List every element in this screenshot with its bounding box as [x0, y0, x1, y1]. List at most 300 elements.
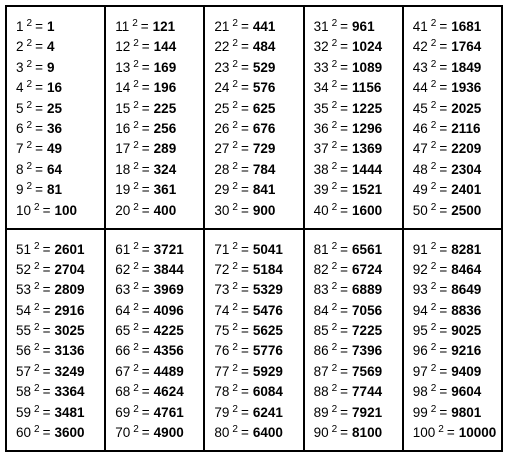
entry-base: 83	[313, 282, 329, 298]
entry-base: 90	[313, 425, 329, 441]
equals-sign: =	[35, 120, 43, 136]
entry-exponent: 2	[34, 201, 40, 213]
square-entry	[413, 341, 501, 361]
equals-sign: =	[446, 425, 455, 441]
entry-result: 7569	[352, 363, 383, 379]
entry-base: 32	[313, 39, 329, 55]
equals-sign: =	[240, 363, 249, 379]
entry-result: 81	[46, 182, 62, 198]
equals-sign: =	[439, 182, 448, 198]
equals-sign: =	[240, 39, 249, 55]
entry-exponent: 2	[26, 160, 33, 172]
entry-base: 36	[313, 120, 329, 136]
entry-result: 3249	[54, 363, 85, 379]
square-entry	[314, 362, 402, 382]
equals-sign: =	[141, 161, 150, 177]
entry-result: 4096	[153, 302, 184, 318]
entry-result: 841	[252, 182, 276, 198]
equals-sign: =	[141, 343, 150, 359]
entry-exponent: 2	[133, 424, 139, 436]
entry-exponent: 2	[232, 260, 238, 272]
entry-exponent: 2	[331, 403, 338, 415]
entry-result: 3600	[54, 425, 85, 441]
square-entry	[314, 341, 402, 361]
equals-sign: =	[141, 182, 150, 198]
entry-base: 55	[16, 323, 32, 339]
entry-exponent: 2	[430, 201, 437, 213]
equals-sign: =	[439, 302, 448, 318]
equals-sign: =	[340, 261, 349, 277]
equals-sign: =	[141, 59, 150, 75]
equals-sign: =	[35, 161, 43, 177]
square-entry	[413, 423, 501, 443]
square-entry	[413, 201, 501, 221]
equals-sign: =	[35, 141, 43, 157]
equals-sign: =	[340, 323, 349, 339]
entry-result: 1369	[352, 141, 383, 157]
equals-sign: =	[439, 19, 448, 34]
entry-base: 38	[313, 161, 329, 177]
entry-base: 1	[16, 19, 24, 34]
entry-base: 26	[214, 120, 230, 136]
square-entry	[16, 280, 104, 300]
square-entry	[16, 403, 104, 423]
entry-base: 94	[412, 302, 428, 318]
square-entry	[413, 58, 501, 78]
entry-base: 16	[115, 120, 131, 136]
entry-exponent: 2	[232, 119, 238, 131]
square-entry	[115, 240, 203, 260]
entry-exponent: 2	[430, 119, 437, 131]
square-entry	[115, 260, 203, 280]
square-entry	[314, 201, 402, 221]
square-entry	[413, 119, 501, 139]
entry-base: 15	[115, 100, 131, 116]
entry-exponent: 2	[34, 403, 40, 415]
square-entry	[314, 17, 402, 37]
equals-sign: =	[35, 19, 43, 34]
equals-sign: =	[340, 241, 349, 257]
entry-exponent: 2	[430, 301, 437, 313]
entry-result: 4624	[153, 384, 184, 400]
entry-result: 2401	[451, 182, 482, 198]
equals-sign: =	[141, 363, 150, 379]
equals-sign: =	[240, 343, 249, 359]
entry-exponent: 2	[26, 18, 33, 29]
entry-base: 88	[313, 384, 329, 400]
entry-exponent: 2	[331, 240, 338, 252]
table-cell	[6, 229, 105, 452]
entry-result: 9604	[451, 384, 482, 400]
entry-result: 4761	[153, 404, 184, 420]
entry-result: 7744	[352, 384, 383, 400]
entry-result: 4489	[153, 363, 184, 379]
entry-exponent: 2	[26, 38, 33, 50]
entry-exponent: 2	[132, 18, 138, 29]
entry-result: 1764	[451, 39, 482, 55]
entry-result: 2704	[54, 261, 85, 277]
entry-base: 49	[412, 182, 428, 198]
entry-result: 9801	[451, 404, 482, 420]
square-entry	[214, 301, 302, 321]
square-entry	[314, 382, 402, 402]
entry-result: 1024	[352, 39, 383, 55]
equals-sign: =	[439, 202, 448, 218]
square-entry	[314, 301, 402, 321]
equals-sign: =	[439, 80, 448, 96]
entry-exponent: 2	[232, 301, 238, 313]
equals-sign: =	[141, 241, 150, 257]
entry-base: 64	[115, 302, 131, 318]
entry-base: 54	[16, 302, 32, 318]
entry-result: 144	[153, 39, 177, 55]
entry-exponent: 2	[232, 424, 238, 436]
entry-base: 52	[16, 261, 32, 277]
square-entry	[16, 180, 104, 200]
entry-result: 1	[46, 19, 55, 34]
square-entry	[314, 280, 402, 300]
square-entry	[16, 78, 104, 98]
entry-base: 10	[16, 202, 32, 218]
equals-sign: =	[240, 384, 249, 400]
entry-exponent: 2	[430, 99, 437, 111]
equals-sign: =	[340, 59, 349, 75]
equals-sign: =	[42, 282, 51, 298]
equals-sign: =	[240, 141, 249, 157]
equals-sign: =	[42, 363, 51, 379]
square-entry	[16, 58, 104, 78]
entry-base: 61	[115, 241, 131, 257]
square-entry	[115, 17, 203, 37]
entry-base: 91	[412, 241, 428, 257]
entry-exponent: 2	[133, 362, 139, 374]
square-entry	[413, 240, 501, 260]
equals-sign: =	[42, 343, 51, 359]
entry-base: 19	[115, 182, 131, 198]
entry-exponent: 2	[430, 58, 437, 70]
equals-sign: =	[42, 425, 51, 441]
entry-result: 784	[252, 161, 276, 177]
square-entry	[314, 99, 402, 119]
entry-exponent: 2	[232, 322, 238, 334]
entry-base: 18	[115, 161, 131, 177]
entry-result: 2304	[451, 161, 482, 177]
equals-sign: =	[240, 59, 249, 75]
entry-exponent: 2	[232, 18, 238, 29]
entry-base: 82	[313, 261, 329, 277]
entry-result: 576	[252, 80, 276, 96]
entry-base: 69	[115, 404, 131, 420]
equals-sign: =	[439, 120, 448, 136]
entry-base: 39	[313, 182, 329, 198]
entry-result: 4900	[153, 425, 184, 441]
entry-exponent: 2	[430, 362, 437, 374]
entry-exponent: 2	[331, 160, 338, 172]
entry-exponent: 2	[331, 58, 338, 70]
equals-sign: =	[340, 39, 349, 55]
equals-sign: =	[141, 141, 150, 157]
entry-base: 8	[16, 161, 24, 177]
entry-base: 74	[214, 302, 230, 318]
equals-sign: =	[240, 302, 249, 318]
entry-exponent: 2	[133, 99, 139, 111]
entry-base: 95	[412, 323, 428, 339]
entry-base: 53	[16, 282, 32, 298]
square-entry	[214, 201, 302, 221]
entry-result: 3025	[54, 323, 85, 339]
entry-base: 3	[16, 59, 24, 75]
equals-sign: =	[42, 261, 51, 277]
entry-exponent: 2	[430, 260, 437, 272]
entry-exponent: 2	[430, 342, 437, 354]
equals-sign: =	[141, 202, 150, 218]
square-entry	[214, 37, 302, 57]
table-cell	[403, 229, 502, 452]
entry-base: 34	[313, 80, 329, 96]
entry-base: 42	[412, 39, 428, 55]
square-entry	[214, 423, 302, 443]
square-entry	[314, 139, 402, 159]
entry-exponent: 2	[133, 383, 139, 395]
entry-base: 28	[214, 161, 230, 177]
equals-sign: =	[140, 19, 149, 34]
square-entry	[16, 139, 104, 159]
entry-exponent: 2	[430, 240, 437, 252]
equals-sign: =	[240, 19, 249, 34]
entry-exponent: 2	[232, 58, 238, 70]
entry-base: 96	[412, 343, 428, 359]
entry-result: 3364	[54, 384, 85, 400]
entry-result: 361	[153, 182, 177, 198]
entry-base: 89	[313, 404, 329, 420]
entry-result: 6561	[352, 241, 383, 257]
square-entry	[115, 423, 203, 443]
entry-result: 196	[153, 80, 177, 96]
entry-base: 13	[115, 59, 131, 75]
entry-result: 3721	[153, 241, 184, 257]
entry-exponent: 2	[232, 201, 238, 213]
entry-result: 9025	[451, 323, 482, 339]
entry-exponent: 2	[133, 140, 139, 152]
equals-sign: =	[340, 141, 349, 157]
entry-result: 64	[46, 161, 62, 177]
square-entry	[115, 382, 203, 402]
entry-exponent: 2	[331, 38, 338, 50]
table-cell	[403, 6, 502, 229]
entry-base: 12	[115, 39, 131, 55]
equals-sign: =	[340, 282, 349, 298]
square-entry	[115, 362, 203, 382]
equals-sign: =	[240, 202, 249, 218]
equals-sign: =	[141, 323, 150, 339]
equals-sign: =	[35, 182, 43, 198]
entry-result: 1681	[451, 19, 482, 34]
equals-sign: =	[439, 323, 448, 339]
equals-sign: =	[439, 261, 448, 277]
square-entry	[214, 17, 302, 37]
square-entry	[16, 260, 104, 280]
entry-result: 1296	[352, 120, 383, 136]
equals-sign: =	[340, 425, 349, 441]
entry-result: 6889	[352, 282, 383, 298]
square-entry	[413, 180, 501, 200]
equals-sign: =	[42, 202, 51, 218]
square-entry	[413, 160, 501, 180]
square-entry	[16, 17, 104, 37]
square-entry	[314, 423, 402, 443]
entry-exponent: 2	[438, 424, 444, 436]
entry-result: 6724	[352, 261, 383, 277]
equals-sign: =	[42, 302, 51, 318]
entry-result: 1444	[352, 161, 383, 177]
entry-result: 400	[153, 202, 177, 218]
square-entry	[413, 301, 501, 321]
square-entry	[214, 99, 302, 119]
entry-base: 79	[214, 404, 230, 420]
entry-result: 625	[252, 100, 276, 116]
entry-exponent: 2	[34, 362, 40, 374]
square-entry	[115, 139, 203, 159]
table-cell	[105, 6, 204, 229]
entry-result: 7921	[352, 404, 383, 420]
entry-result: 16	[46, 80, 62, 96]
equals-sign: =	[439, 343, 448, 359]
entry-result: 225	[153, 100, 177, 116]
equals-sign: =	[240, 282, 249, 298]
entry-exponent: 2	[133, 79, 139, 91]
table-cell	[304, 229, 403, 452]
square-entry	[115, 403, 203, 423]
equals-sign: =	[35, 59, 43, 75]
equals-sign: =	[141, 404, 150, 420]
entry-result: 3136	[54, 343, 85, 359]
entry-exponent: 2	[232, 240, 238, 252]
entry-exponent: 2	[430, 281, 437, 293]
entry-base: 5	[16, 100, 24, 116]
entry-result: 8464	[451, 261, 482, 277]
equals-sign: =	[35, 80, 43, 96]
square-entry	[16, 37, 104, 57]
entry-result: 256	[153, 120, 177, 136]
entry-base: 75	[214, 323, 230, 339]
equals-sign: =	[439, 59, 448, 75]
square-entry	[314, 58, 402, 78]
entry-exponent: 2	[133, 38, 139, 50]
equals-sign: =	[42, 384, 51, 400]
square-entry	[115, 78, 203, 98]
entry-base: 37	[313, 141, 329, 157]
entry-base: 45	[412, 100, 428, 116]
entry-exponent: 2	[133, 260, 139, 272]
entry-exponent: 2	[430, 160, 437, 172]
equals-sign: =	[340, 100, 349, 116]
equals-sign: =	[42, 323, 51, 339]
entry-exponent: 2	[331, 362, 338, 374]
entry-exponent: 2	[331, 322, 338, 334]
entry-base: 78	[214, 384, 230, 400]
equals-sign: =	[439, 363, 448, 379]
equals-sign: =	[340, 161, 349, 177]
square-entry	[16, 160, 104, 180]
square-entry	[115, 58, 203, 78]
entry-exponent: 2	[331, 281, 338, 293]
entry-result: 7225	[352, 323, 383, 339]
entry-result: 676	[252, 120, 276, 136]
entry-result: 1936	[451, 80, 482, 96]
equals-sign: =	[240, 323, 249, 339]
entry-base: 43	[412, 59, 428, 75]
entry-base: 30	[214, 202, 230, 218]
table-row	[6, 229, 502, 452]
entry-result: 5476	[252, 302, 283, 318]
entry-exponent: 2	[133, 281, 139, 293]
entry-result: 1156	[352, 80, 382, 96]
equals-sign: =	[439, 384, 448, 400]
entry-result: 10000	[458, 425, 497, 441]
entry-base: 56	[16, 343, 32, 359]
entry-result: 529	[252, 59, 276, 75]
entry-base: 84	[313, 302, 329, 318]
entry-exponent: 2	[133, 240, 139, 252]
entry-base: 41	[412, 19, 428, 34]
entry-result: 1521	[352, 182, 383, 198]
square-entry	[115, 201, 203, 221]
square-entry	[314, 37, 402, 57]
equals-sign: =	[240, 182, 249, 198]
entry-result: 169	[153, 59, 177, 75]
entry-base: 35	[313, 100, 329, 116]
equals-sign: =	[240, 404, 249, 420]
entry-exponent: 2	[430, 181, 437, 193]
square-entry	[115, 280, 203, 300]
entry-exponent: 2	[26, 140, 33, 152]
entry-exponent: 2	[133, 181, 139, 193]
square-entry	[413, 403, 501, 423]
entry-result: 484	[252, 39, 276, 55]
entry-base: 60	[16, 425, 32, 441]
equals-sign: =	[240, 425, 249, 441]
equals-sign: =	[340, 202, 349, 218]
entry-base: 21	[214, 19, 230, 34]
entry-result: 2809	[54, 282, 85, 298]
entry-result: 25	[46, 100, 62, 116]
table-cell	[204, 229, 303, 452]
entry-exponent: 2	[331, 342, 338, 354]
equals-sign: =	[340, 404, 349, 420]
entry-base: 57	[16, 363, 32, 379]
square-entry	[214, 78, 302, 98]
square-entry	[115, 301, 203, 321]
entry-base: 99	[412, 404, 428, 420]
entry-exponent: 2	[331, 140, 338, 152]
entry-base: 7	[16, 141, 24, 157]
square-entry	[413, 362, 501, 382]
entry-base: 63	[115, 282, 131, 298]
entry-base: 6	[16, 120, 24, 136]
equals-sign: =	[340, 363, 349, 379]
entry-result: 6084	[252, 384, 283, 400]
entry-base: 29	[214, 182, 230, 198]
entry-result: 1849	[451, 59, 482, 75]
entry-exponent: 2	[34, 281, 40, 293]
equals-sign: =	[340, 302, 349, 318]
entry-exponent: 2	[430, 322, 437, 334]
square-entry	[115, 180, 203, 200]
entry-exponent: 2	[430, 140, 437, 152]
entry-exponent: 2	[331, 424, 338, 436]
entry-base: 48	[412, 161, 428, 177]
equals-sign: =	[240, 241, 249, 257]
